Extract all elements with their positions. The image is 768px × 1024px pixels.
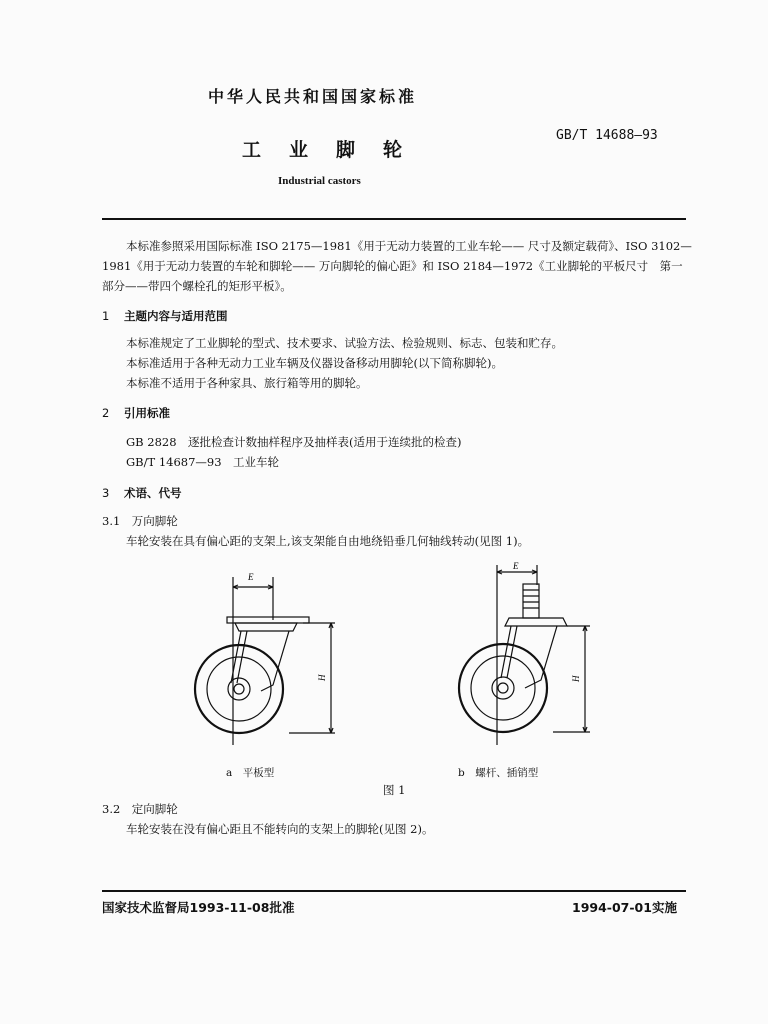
- subsection-3-1-text: 车轮安装在具有偏心距的支架上,该支架能自由地绕铅垂几何轴线转动(见图 1)。: [126, 534, 530, 548]
- figure-caption-a: a 平板型: [226, 767, 275, 779]
- subsection-3-2-heading: [102, 801, 178, 817]
- section-1-number: 1: [102, 309, 110, 323]
- section-1-line-1: 本标准规定了工业脚轮的型式、技术要求、试验方法、检验规则、标志、包装和贮存。: [126, 336, 563, 350]
- dimension-h-label-b: H: [571, 675, 581, 682]
- section-1-heading: [102, 308, 228, 324]
- dimension-e-label-b: E: [513, 561, 519, 571]
- section-1-title: 主题内容与适用范围: [124, 309, 228, 323]
- footer-divider: [102, 890, 686, 892]
- subsection-3-1-title: 万向脚轮: [131, 514, 178, 528]
- approval-date: 国家技术监督局1993-11-08批准: [102, 900, 295, 915]
- section-3-title: 术语、代号: [124, 486, 182, 500]
- reference-1: GB 2828 逐批检查计数抽样程序及抽样表(适用于连续批的检查): [126, 435, 462, 449]
- section-1-line-3: 本标准不适用于各种家具、旅行箱等用的脚轮。: [126, 376, 368, 390]
- standard-number: GB/T 14688—93: [556, 128, 658, 143]
- reference-2: GB/T 14687—93 工业车轮: [126, 455, 280, 469]
- header-divider: [102, 218, 686, 220]
- figure-caption: 图 1: [383, 783, 406, 797]
- english-title: Industrial castors: [278, 175, 361, 187]
- figure-stem-type-castor: [445, 560, 605, 755]
- dimension-h-label-a: H: [317, 674, 327, 681]
- section-2-heading: [102, 405, 170, 421]
- national-standard-heading: 中华人民共和国国家标准: [208, 87, 418, 106]
- dimension-e-label-a: E: [248, 572, 254, 582]
- section-1-line-2: 本标准适用于各种无动力工业车辆及仪器设备移动用脚轮(以下简称脚轮)。: [126, 356, 503, 370]
- document-title: 工业脚轮: [242, 139, 431, 161]
- subsection-3-2-text: 车轮安装在没有偏心距且不能转向的支架上的脚轮(见图 2)。: [126, 822, 434, 836]
- subsection-3-2-title: 定向脚轮: [131, 802, 178, 816]
- figure-plate-type-castor: [185, 565, 355, 755]
- figure-caption-b: b 螺杆、插销型: [458, 767, 539, 779]
- subsection-3-2-number: 3.2: [102, 802, 121, 816]
- section-2-title: 引用标准: [124, 406, 170, 420]
- section-3-number: 3: [102, 486, 110, 500]
- subsection-3-1-heading: [102, 513, 178, 529]
- section-2-number: 2: [102, 406, 110, 420]
- section-3-heading: [102, 485, 182, 501]
- intro-paragraph: 本标准参照采用国际标准 ISO 2175—1981《用于无动力装置的工业车轮—— 尺寸及额定载荷》、ISO 3102—1981《用于无动力装置的车轮和脚轮—— 万向脚轮的偏心距》和 ISO 2184—1972《工业脚轮的平板尺寸 第一部分——带四个螺栓孔的矩形平板》。: [102, 239, 692, 293]
- subsection-3-1-number: 3.1: [102, 514, 121, 528]
- effective-date: 1994-07-01实施: [572, 900, 677, 915]
